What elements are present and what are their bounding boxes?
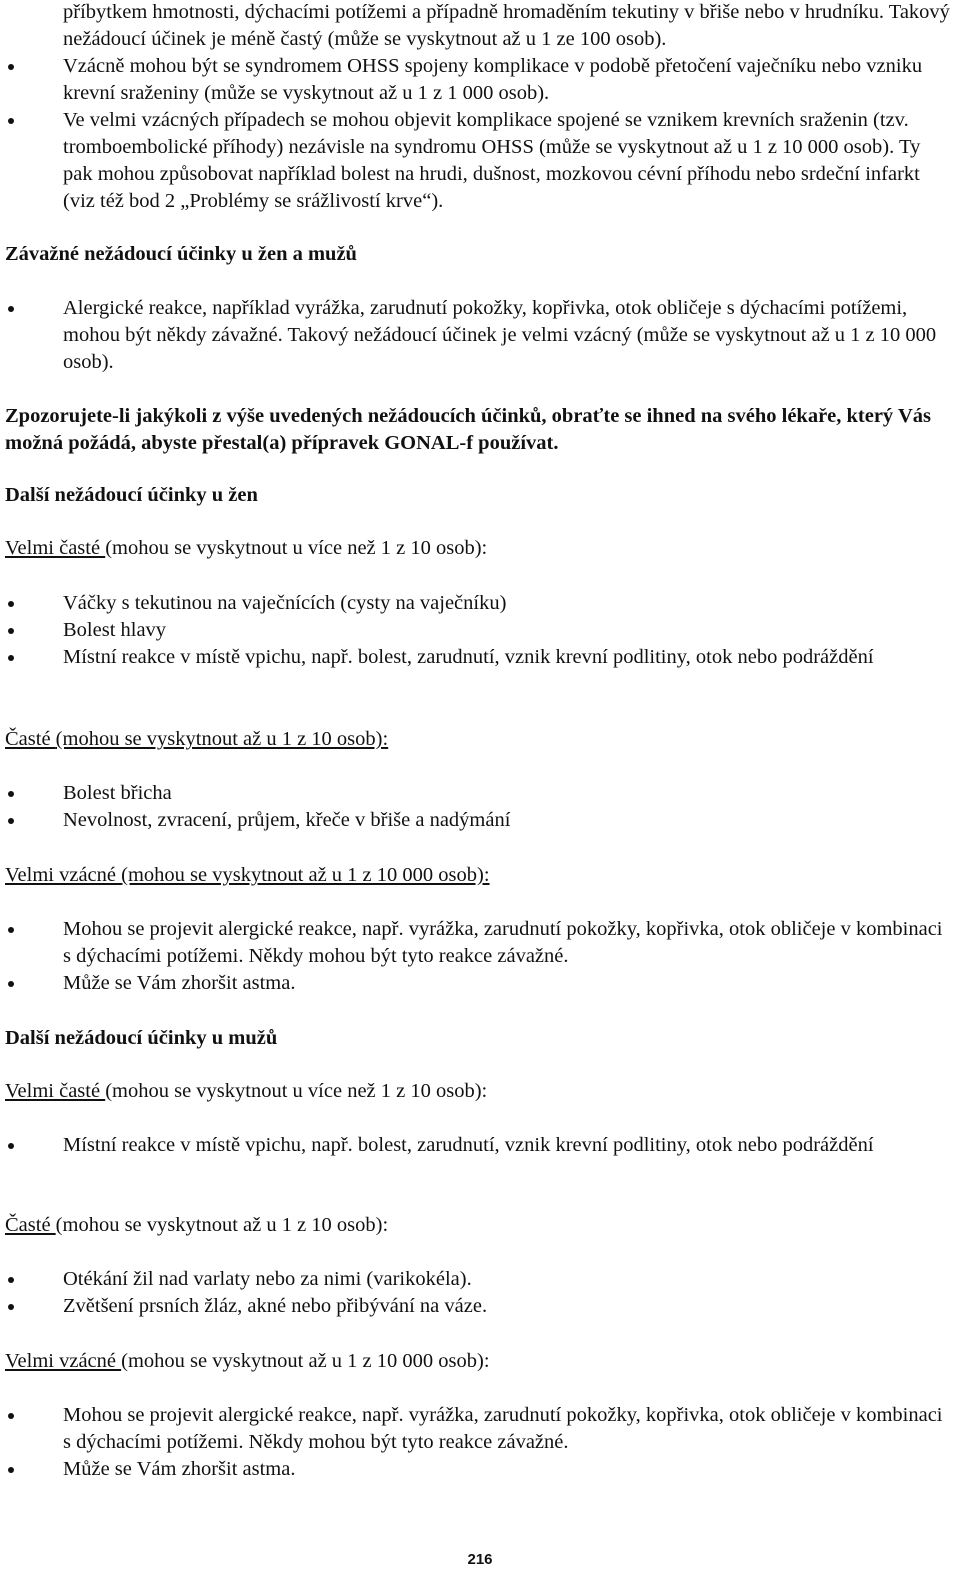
men-very-rare-label: Velmi vzácné (mohou se vyskytnout až u 1 z 10 000 osob): <box>5 1350 490 1372</box>
list-item: Nevolnost, zvracení, průjem, křeče v břiše a nadýmání <box>0 807 960 834</box>
list-item: Ve velmi vzácných případech se mohou objevit komplikace spojené se vznikem krevních sraženin (tzv. tromboembolické příhody) nezávisle na syndromu OHSS (může se vyskytnout až u 1 z 10 000 osob). Ty pak mohou způsobovat například bolest na hrudi, dušnost, mozkovou cévní příhodu nebo srdeční infarkt (viz též bod 2 „Problémy se srážlivostí krve“). <box>0 107 960 215</box>
women-effects-heading: Další nežádoucí účinky u žen <box>5 484 258 506</box>
women-common-list <box>0 780 960 834</box>
men-very-rare-list <box>0 1402 960 1483</box>
list-item: Zvětšení prsních žláz, akné nebo přibývání na váze. <box>0 1293 960 1320</box>
bullet-icon <box>8 1304 14 1310</box>
list-item: Otékání žil nad varlaty nebo za nimi (varikokéla). <box>0 1266 960 1293</box>
women-very-common-label: Velmi časté (mohou se vyskytnout u více než 1 z 10 osob): <box>5 537 488 559</box>
warning-paragraph: Zpozorujete-li jakýkoli z výše uvedených nežádoucích účinků, obraťte se ihned na svého lékaře, který Vás možná požádá, abyste přestal(a) přípravek GONAL-f používat. <box>5 405 931 454</box>
bullet-icon <box>8 306 14 312</box>
list-item: Vzácně mohou být se syndromem OHSS spojeny komplikace v podobě přetočení vaječníku nebo vzniku krevní sraženiny (může se vyskytnout až u 1 z 1 000 osob). <box>0 53 960 107</box>
page-number: 216 <box>467 1551 493 1568</box>
bullet-icon <box>8 1467 14 1473</box>
men-very-common-list <box>0 1132 960 1159</box>
ohss-list <box>0 0 960 215</box>
list-item: příbytkem hmotnosti, dýchacími potížemi a případně hromaděním tekutiny v břiše nebo v hrudníku. Takový nežádoucí účinek je méně častý (může se vyskytnout až u 1 ze 100 osob). <box>63 1 950 50</box>
men-common-list <box>0 1266 960 1320</box>
women-very-common-list <box>0 590 960 671</box>
bullet-icon <box>8 981 14 987</box>
bullet-icon <box>8 1277 14 1283</box>
list-item: Váčky s tekutinou na vaječnících (cysty na vaječníku) <box>0 590 960 617</box>
list-item: Místní reakce v místě vpichu, např. bolest, zarudnutí, vznik krevní podlitiny, otok nebo podráždění <box>0 1132 960 1159</box>
women-very-rare-list <box>0 916 960 997</box>
serious-effects-heading: Závažné nežádoucí účinky u žen a mužů <box>5 243 357 265</box>
men-common-label: Časté (mohou se vyskytnout až u 1 z 10 osob): <box>5 1214 389 1236</box>
list-item: Může se Vám zhoršit astma. <box>0 1456 960 1483</box>
list-item: Alergické reakce, například vyrážka, zarudnutí pokožky, kopřivka, otok obličeje s dýchacími potížemi, mohou být někdy závažné. Takový nežádoucí účinek je velmi vzácný (může se vyskytnout až u 1 z 10 000 osob). <box>0 295 960 376</box>
bullet-icon <box>8 791 14 797</box>
serious-effects-list <box>0 295 960 376</box>
list-item: Bolest břicha <box>0 780 960 807</box>
bullet-icon <box>8 818 14 824</box>
bullet-icon <box>8 64 14 70</box>
list-item: Může se Vám zhoršit astma. <box>0 970 960 997</box>
bullet-icon <box>8 655 14 661</box>
men-effects-heading: Další nežádoucí účinky u mužů <box>5 1027 278 1049</box>
bullet-icon <box>8 927 14 933</box>
women-common-label: Časté (mohou se vyskytnout až u 1 z 10 osob): <box>5 728 389 750</box>
list-item: Bolest hlavy <box>0 617 960 644</box>
bullet-icon <box>8 601 14 607</box>
list-item: Místní reakce v místě vpichu, např. bolest, zarudnutí, vznik krevní podlitiny, otok nebo podráždění <box>0 644 960 671</box>
bullet-icon <box>8 1413 14 1419</box>
list-item: Mohou se projevit alergické reakce, např. vyrážka, zarudnutí pokožky, kopřivka, otok obličeje v kombinaci s dýchacími potížemi. Někdy mohou být tyto reakce závažné. <box>0 1402 960 1456</box>
bullet-icon <box>8 118 14 124</box>
bullet-icon <box>8 628 14 634</box>
list-item: Mohou se projevit alergické reakce, např. vyrážka, zarudnutí pokožky, kopřivka, otok obličeje v kombinaci s dýchacími potížemi. Někdy mohou být tyto reakce závažné. <box>0 916 960 970</box>
men-very-common-label: Velmi časté (mohou se vyskytnout u více než 1 z 10 osob): <box>5 1080 488 1102</box>
bullet-icon <box>8 1143 14 1149</box>
women-very-rare-label: Velmi vzácné (mohou se vyskytnout až u 1 z 10 000 osob): <box>5 864 490 886</box>
